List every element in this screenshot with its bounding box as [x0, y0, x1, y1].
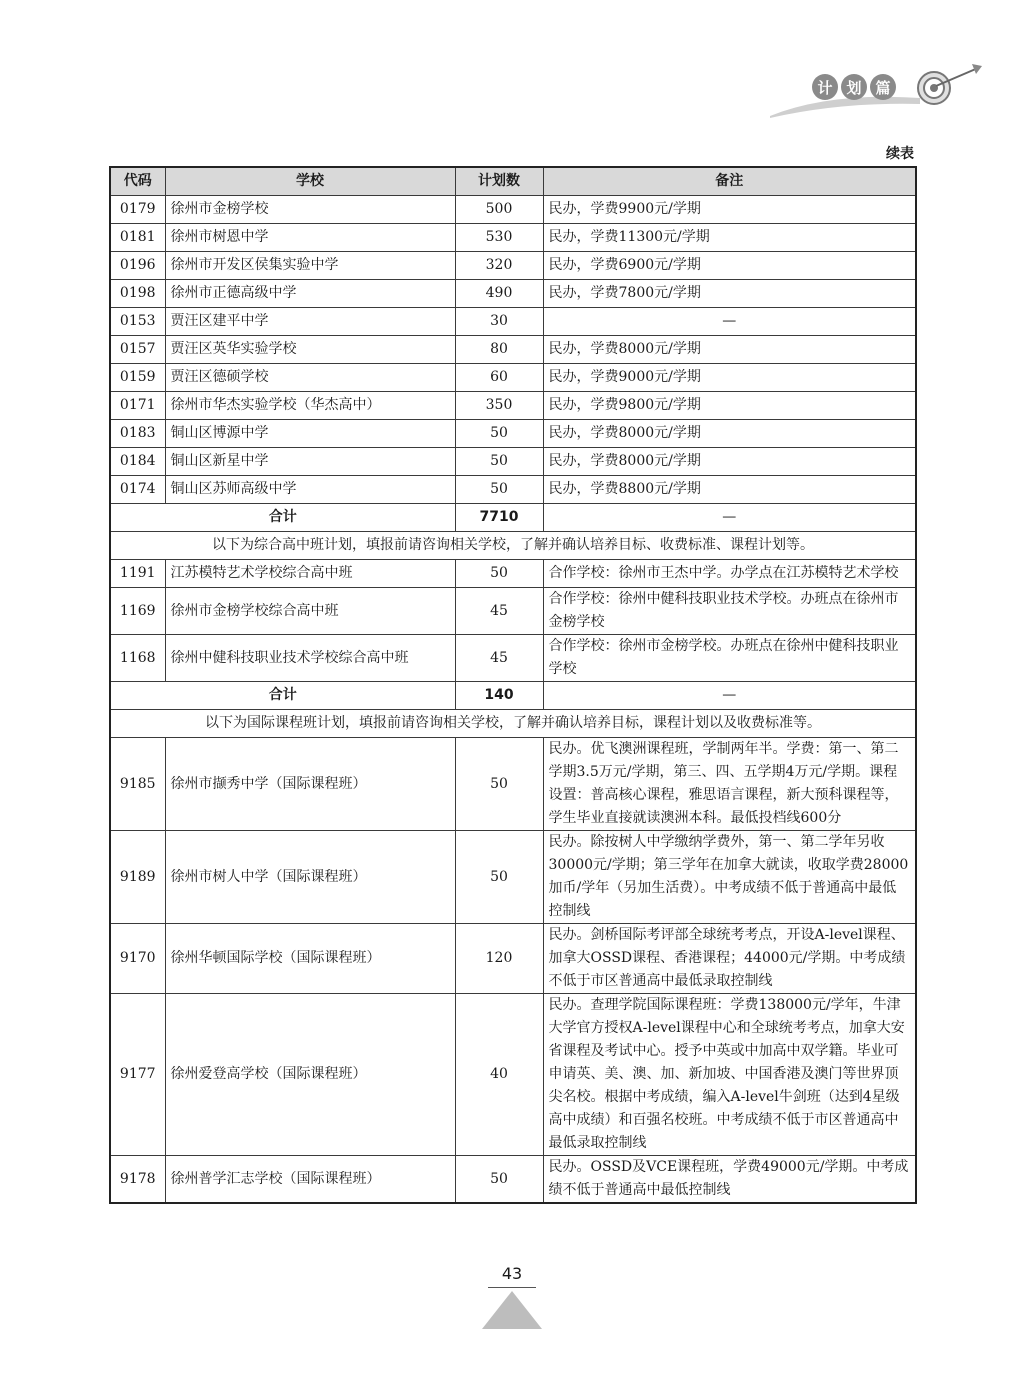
- note-cell: 合作学校：徐州市金榜学校。办班点在徐州中健科技职业学校: [543, 635, 916, 682]
- plan-cell: 50: [455, 420, 543, 448]
- table-row: [110, 635, 916, 682]
- total-plan: 7710: [455, 504, 543, 532]
- plan-cell: 60: [455, 364, 543, 392]
- column-header-school: 学校: [165, 167, 455, 196]
- table-row: [110, 392, 916, 420]
- note-cell: 民办，学费9000元/学期: [543, 364, 916, 392]
- plan-cell: 80: [455, 336, 543, 364]
- target-icon: [916, 62, 986, 112]
- section-intro-row: [110, 710, 916, 738]
- plan-cell: 320: [455, 252, 543, 280]
- note-cell: 民办，学费8000元/学期: [543, 336, 916, 364]
- school-cell: 徐州华顿国际学校（国际课程班）: [165, 924, 455, 994]
- note-cell: 民办，学费11300元/学期: [543, 224, 916, 252]
- table-row: [110, 364, 916, 392]
- code-cell: 0174: [110, 476, 165, 504]
- section-intro-row: [110, 532, 916, 560]
- plan-cell: 50: [455, 1156, 543, 1204]
- table-row: [110, 420, 916, 448]
- badge-char: 划: [841, 74, 867, 100]
- code-cell: 0171: [110, 392, 165, 420]
- code-cell: 1168: [110, 635, 165, 682]
- note-cell: 民办。OSSD及VCE课程班，学费49000元/学期。中考成绩不低于普通高中最低控制线: [543, 1156, 916, 1204]
- continued-label: 续表: [886, 146, 914, 162]
- table-row: [110, 224, 916, 252]
- plan-cell: 50: [455, 448, 543, 476]
- note-cell: 民办。剑桥国际考评部全球统考考点，开设A-level课程、加拿大OSSD课程、香港课程；44000元/学期。中考成绩不低于市区普通高中最低录取控制线: [543, 924, 916, 994]
- note-cell: 民办。查理学院国际课程班：学费138000元/学年，牛津大学官方授权A-level课程中心和全球统考考点，加拿大安省课程及考试中心。授予中英或中加高中双学籍。毕业可申请英、美、澳、加、新加坡、中国香港及澳门等世界顶尖名校。根据中考成绩，编入A-level牛剑班（达到4星级高中成绩）和百强名校班。中考成绩不低于市区普通高中最低录取控制线: [543, 994, 916, 1156]
- code-cell: 9178: [110, 1156, 165, 1204]
- page-number: 43: [501, 1264, 523, 1283]
- plan-cell: 50: [455, 476, 543, 504]
- plan-cell: 530: [455, 224, 543, 252]
- plan-cell: 500: [455, 196, 543, 224]
- badge-char: 篇: [870, 74, 896, 100]
- plan-cell: 50: [455, 738, 543, 831]
- school-cell: 徐州市正德高级中学: [165, 280, 455, 308]
- total-row: [110, 504, 916, 532]
- code-cell: 1191: [110, 560, 165, 588]
- table-header-row: [110, 167, 916, 196]
- school-cell: 徐州市华杰实验学校（华杰高中）: [165, 392, 455, 420]
- table-row: [110, 476, 916, 504]
- table-row: [110, 831, 916, 924]
- table-row: [110, 336, 916, 364]
- note-cell: 民办，学费9900元/学期: [543, 196, 916, 224]
- code-cell: 0198: [110, 280, 165, 308]
- code-cell: 0159: [110, 364, 165, 392]
- school-cell: 贾汪区德硕学校: [165, 364, 455, 392]
- total-note: —: [543, 504, 916, 532]
- total-label: 合计: [110, 504, 455, 532]
- code-cell: 9170: [110, 924, 165, 994]
- table-row: [110, 560, 916, 588]
- page-triangle-decoration: [482, 1291, 542, 1329]
- code-cell: 0181: [110, 224, 165, 252]
- section-intro-text: 以下为国际课程班计划，填报前请咨询相关学校，了解并确认培养目标，课程计划以及收费标准等。: [110, 710, 916, 738]
- table-row: [110, 738, 916, 831]
- note-cell: 民办，学费9800元/学期: [543, 392, 916, 420]
- note-cell: 民办，学费8000元/学期: [543, 420, 916, 448]
- table-row: [110, 196, 916, 224]
- code-cell: 0196: [110, 252, 165, 280]
- school-cell: 徐州爱登高学校（国际课程班）: [165, 994, 455, 1156]
- section-intro-text: 以下为综合高中班计划，填报前请咨询相关学校，了解并确认培养目标、收费标准、课程计划等。: [110, 532, 916, 560]
- school-cell: 徐州市树人中学（国际课程班）: [165, 831, 455, 924]
- school-cell: 江苏模特艺术学校综合高中班: [165, 560, 455, 588]
- table-row: [110, 1156, 916, 1204]
- code-cell: 9185: [110, 738, 165, 831]
- school-cell: 徐州市金榜学校: [165, 196, 455, 224]
- plan-cell: 50: [455, 831, 543, 924]
- total-note: —: [543, 682, 916, 710]
- badge-char: 计: [812, 74, 838, 100]
- table-row: [110, 924, 916, 994]
- note-cell: 合作学校：徐州市王杰中学。办学点在江苏模特艺术学校: [543, 560, 916, 588]
- code-cell: 0184: [110, 448, 165, 476]
- note-cell: 民办，学费8000元/学期: [543, 448, 916, 476]
- table-row: [110, 308, 916, 336]
- table-row: [110, 252, 916, 280]
- plan-cell: 490: [455, 280, 543, 308]
- code-cell: 0153: [110, 308, 165, 336]
- code-cell: 9177: [110, 994, 165, 1156]
- note-cell: —: [543, 308, 916, 336]
- plan-cell: 50: [455, 560, 543, 588]
- plan-cell: 30: [455, 308, 543, 336]
- plan-cell: 40: [455, 994, 543, 1156]
- school-cell: 铜山区博源中学: [165, 420, 455, 448]
- code-cell: 1169: [110, 588, 165, 635]
- table-row: [110, 280, 916, 308]
- code-cell: 0183: [110, 420, 165, 448]
- school-cell: 徐州普学汇志学校（国际课程班）: [165, 1156, 455, 1204]
- table-row: [110, 448, 916, 476]
- school-cell: 铜山区苏师高级中学: [165, 476, 455, 504]
- school-cell: 贾汪区英华实验学校: [165, 336, 455, 364]
- school-cell: 徐州市撷秀中学（国际课程班）: [165, 738, 455, 831]
- school-cell: 徐州市开发区侯集实验中学: [165, 252, 455, 280]
- note-cell: 民办，学费7800元/学期: [543, 280, 916, 308]
- code-cell: 9189: [110, 831, 165, 924]
- code-cell: 0179: [110, 196, 165, 224]
- note-cell: 民办，学费6900元/学期: [543, 252, 916, 280]
- code-cell: 0157: [110, 336, 165, 364]
- column-header-code: 代码: [110, 167, 165, 196]
- column-header-plan: 计划数: [455, 167, 543, 196]
- plan-cell: 45: [455, 588, 543, 635]
- column-header-note: 备注: [543, 167, 916, 196]
- total-plan: 140: [455, 682, 543, 710]
- school-cell: 徐州市金榜学校综合高中班: [165, 588, 455, 635]
- total-label: 合计: [110, 682, 455, 710]
- enrollment-plan-table: [109, 166, 917, 1204]
- table-row: [110, 994, 916, 1156]
- note-cell: 民办。除按树人中学缴纳学费外，第一、第二学年另收30000元/学期；第三学年在加拿大就读，收取学费28000加币/学年（另加生活费）。中考成绩不低于普通高中最低控制线: [543, 831, 916, 924]
- school-cell: 徐州中健科技职业技术学校综合高中班: [165, 635, 455, 682]
- school-cell: 贾汪区建平中学: [165, 308, 455, 336]
- table-row: [110, 588, 916, 635]
- note-cell: 民办。优飞澳洲课程班，学制两年半。学费：第一、第二学期3.5万元/学期，第三、四、五学期4万元/学期。课程设置：普高核心课程，雅思语言课程，新大预科课程等，学生毕业直接就读澳洲本科。最低投档线600分: [543, 738, 916, 831]
- total-row: [110, 682, 916, 710]
- note-cell: 合作学校：徐州中健科技职业技术学校。办班点在徐州市金榜学校: [543, 588, 916, 635]
- plan-cell: 45: [455, 635, 543, 682]
- plan-cell: 120: [455, 924, 543, 994]
- page-number-rule: [488, 1287, 536, 1288]
- plan-cell: 350: [455, 392, 543, 420]
- school-cell: 铜山区新星中学: [165, 448, 455, 476]
- school-cell: 徐州市树恩中学: [165, 224, 455, 252]
- note-cell: 民办，学费8800元/学期: [543, 476, 916, 504]
- section-badge: [812, 74, 896, 100]
